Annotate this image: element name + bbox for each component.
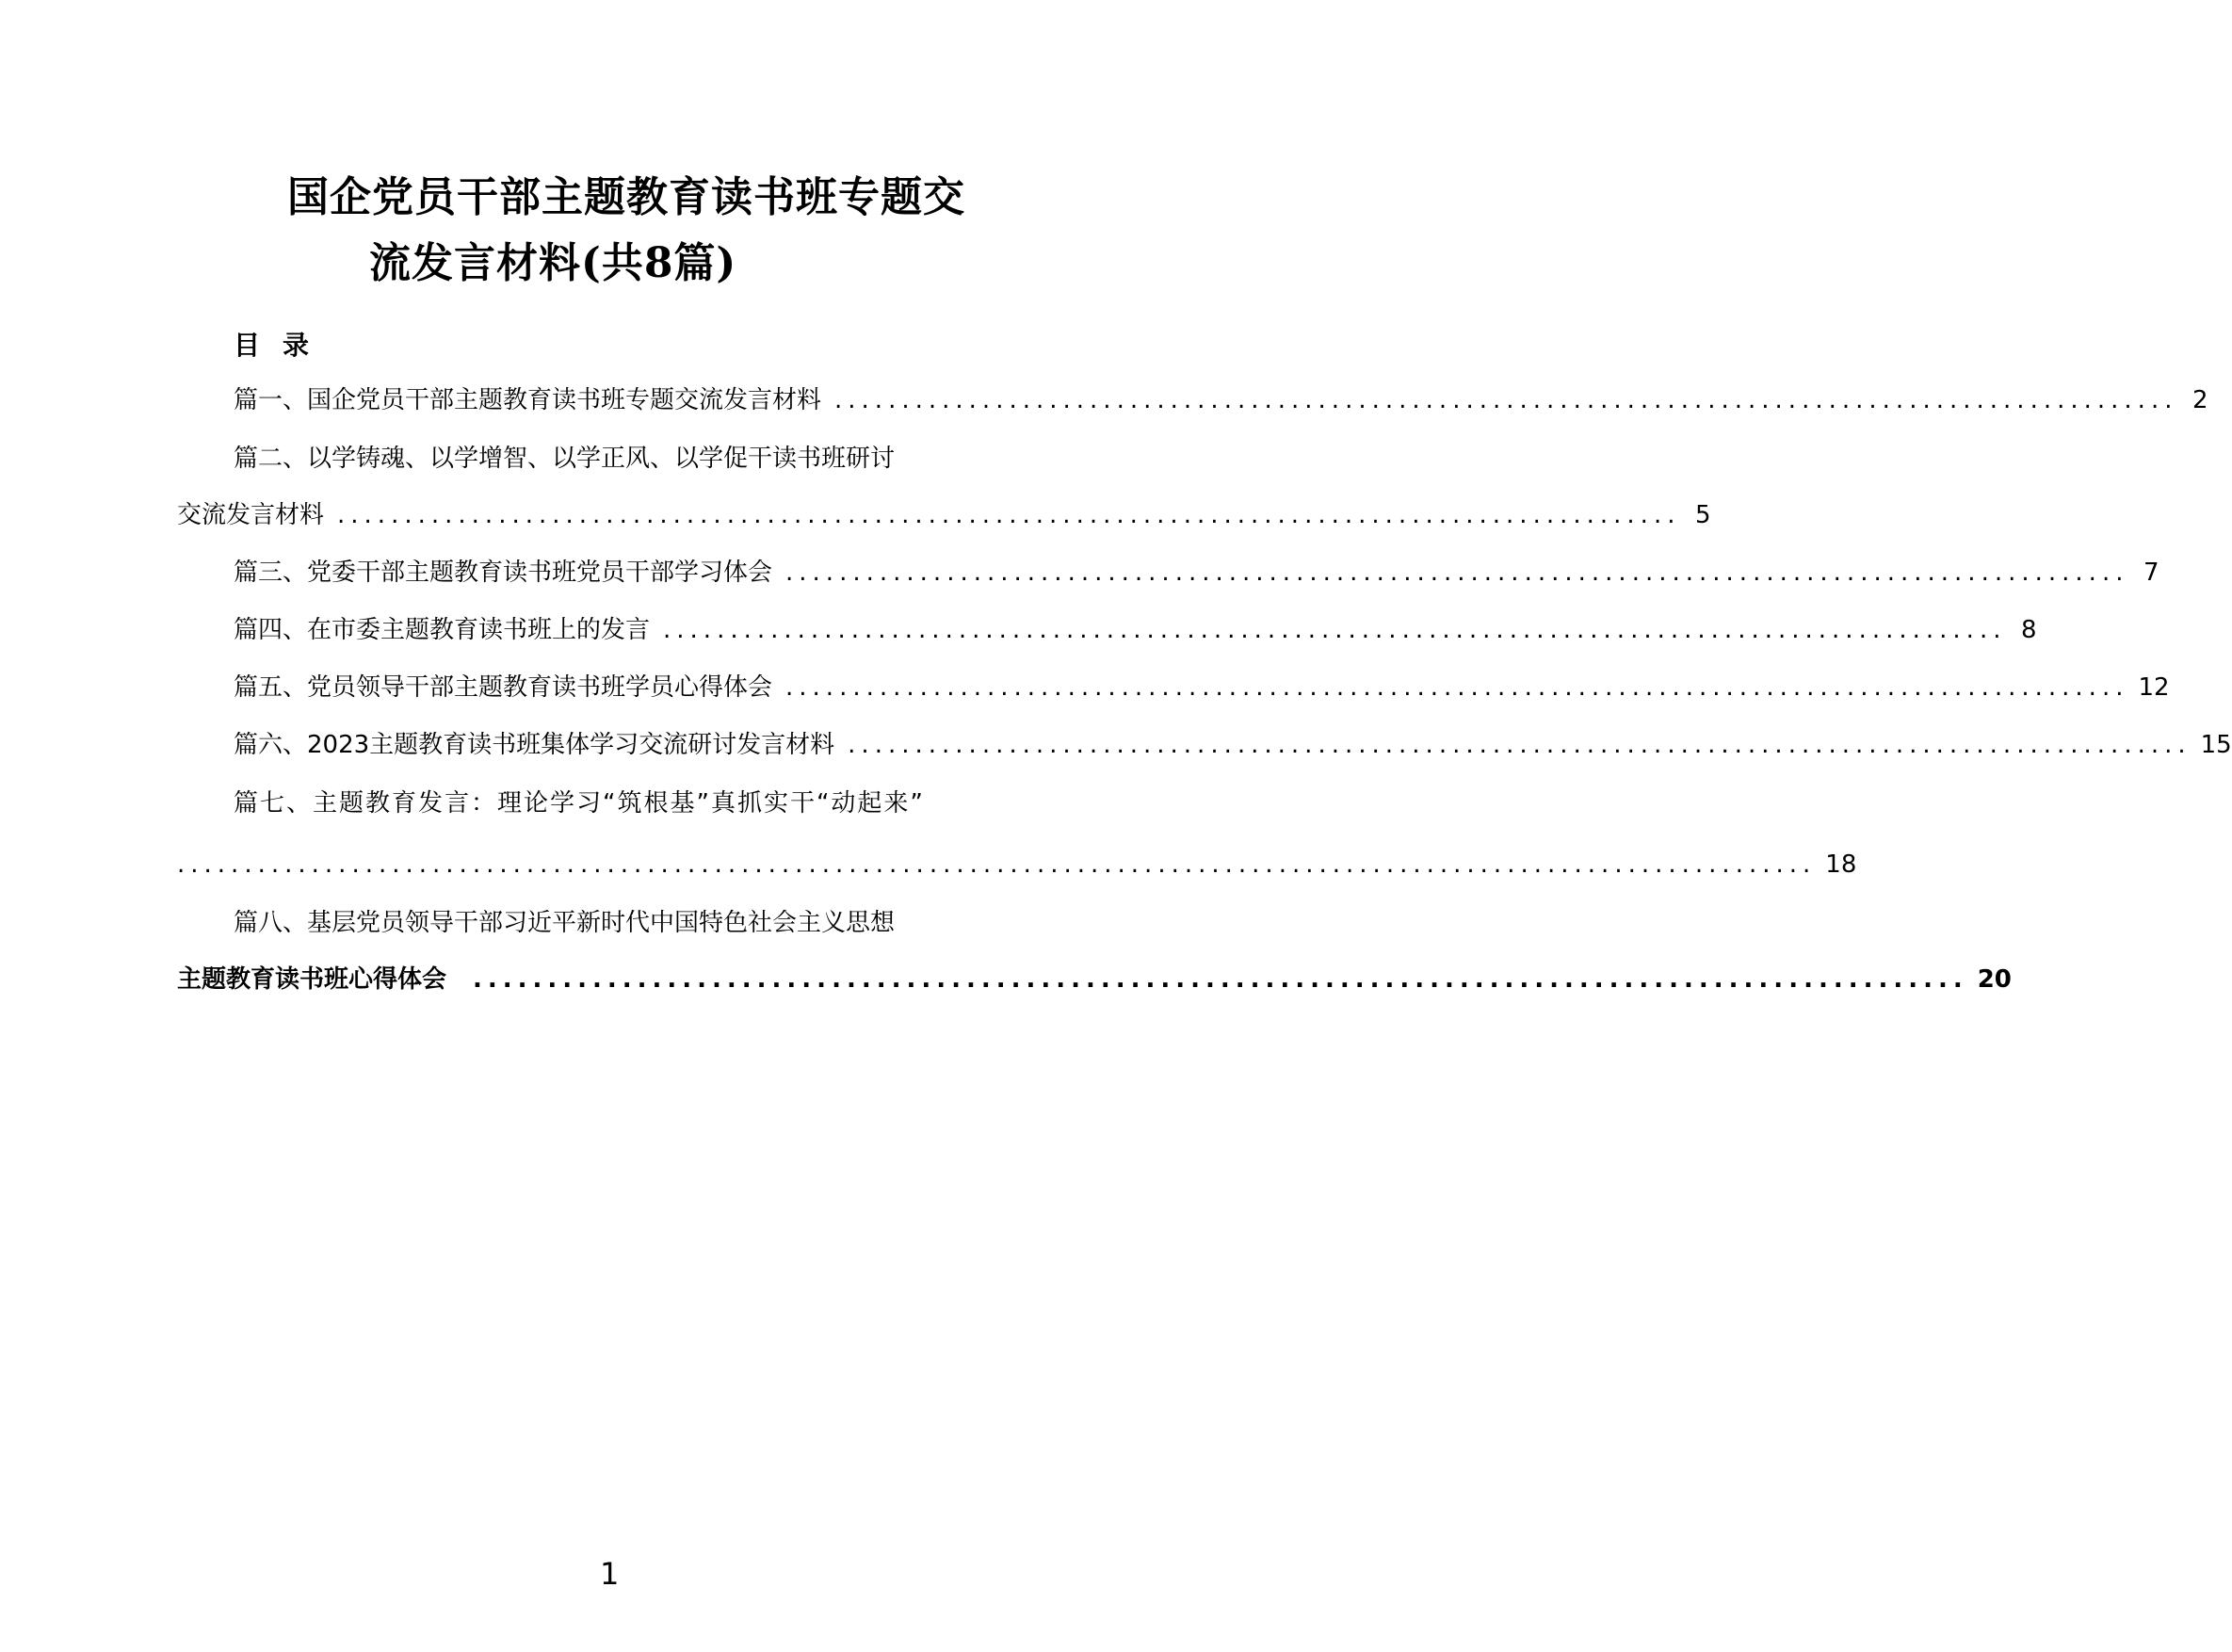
toc-leader-dots: .................................................................................................... [848, 731, 2192, 759]
toc-entry-page: 2 [2192, 386, 2208, 414]
toc-entry-page: 8 [2020, 616, 2037, 644]
toc-entry-8-line1[interactable]: 篇八、基层党员领导干部习近平新时代中国特色社会主义思想 [234, 909, 896, 937]
toc-entry-text: 篇一、国企党员干部主题教育读书班专题交流发言材料 [234, 386, 822, 414]
toc-entry-5[interactable] [234, 673, 2170, 703]
toc-leader-dots: .................................................................................................... [785, 559, 2129, 587]
toc-entry-4[interactable] [234, 616, 2037, 645]
toc-entry-6[interactable] [234, 731, 2232, 760]
toc-entry-text: 篇六、2023主题教育读书班集体学习交流研讨发言材料 [234, 731, 835, 759]
toc-leader-dots: .................................................................................................... [663, 616, 2007, 644]
toc-entry-page: 15 [2200, 731, 2232, 759]
toc-entry-1[interactable] [234, 386, 2208, 415]
toc-entry-page: 5 [1694, 501, 1711, 529]
toc-entry-text: 篇五、党员领导干部主题教育读书班学员心得体会 [234, 673, 773, 702]
toc-leader-dots: .................................................................................................... [473, 965, 1968, 994]
toc-leader-dots: .................................................................................................... [834, 386, 2178, 414]
toc-entry-2[interactable] [177, 501, 1711, 530]
toc-entry-3[interactable] [234, 559, 2159, 588]
toc-entry-text: 交流发言材料 [177, 501, 325, 529]
page-number: 1 [600, 1556, 620, 1592]
toc-leader-dots: .................................................................................................... [337, 501, 1681, 529]
toc-entry-page: 12 [2138, 673, 2170, 702]
document-title-line1: 国企党员干部主题教育读书班专题交 [287, 173, 965, 221]
document-title-line2: 流发言材料(共8篇) [369, 239, 737, 287]
toc-leader-dots: .......................................................................................................................... [177, 850, 1817, 879]
toc-entry-page: 7 [2143, 559, 2159, 587]
toc-entry-2-line1[interactable]: 篇二、以学铸魂、以学增智、以学正风、以学促干读书班研讨 [234, 445, 896, 473]
toc-leader-dots: .................................................................................................... [785, 673, 2129, 702]
toc-entry-page: 18 [1825, 850, 1857, 879]
toc-entry-8[interactable] [177, 965, 2012, 995]
toc-entry-7[interactable] [177, 850, 1857, 880]
toc-entry-text: 篇三、党委干部主题教育读书班党员干部学习体会 [234, 559, 773, 587]
toc-entry-text: 篇四、在市委主题教育读书班上的发言 [234, 616, 651, 644]
toc-entry-7-line1[interactable]: 篇七、主题教育发言：理论学习“筑根基”真抓实干“动起来” [234, 789, 925, 818]
toc-entry-text: 主题教育读书班心得体会 [177, 965, 447, 994]
toc-heading: 目录 [234, 330, 332, 361]
toc-entry-page: 20 [1977, 965, 2012, 994]
